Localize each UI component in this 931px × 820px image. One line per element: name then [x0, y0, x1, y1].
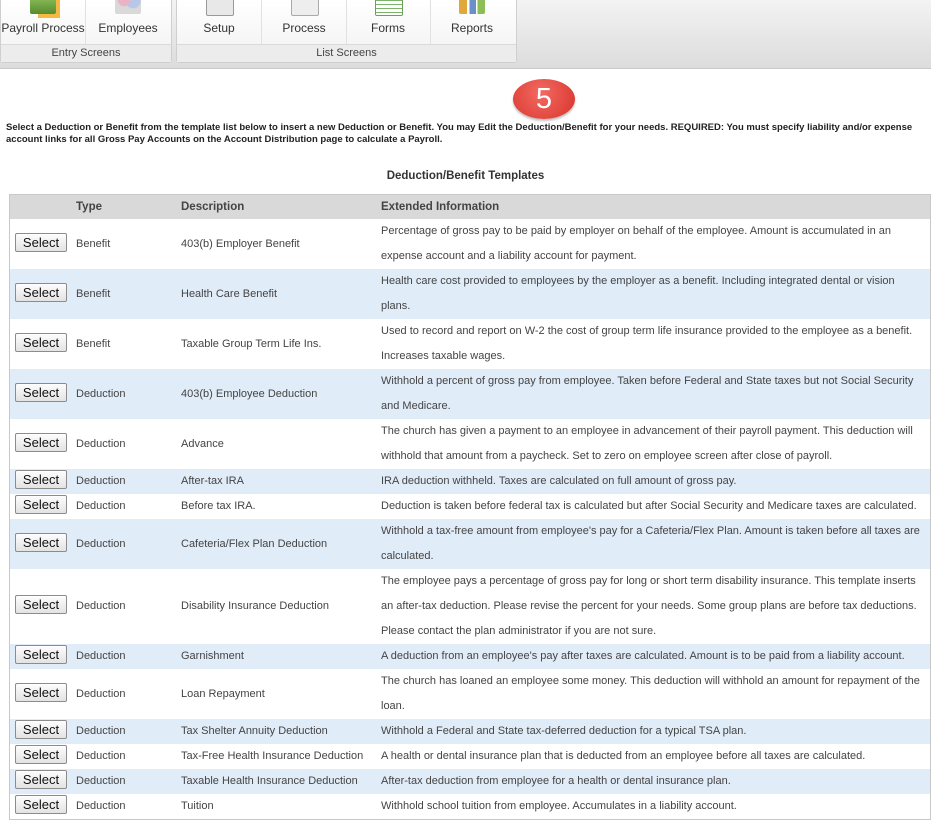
table-row [10, 469, 930, 494]
select-template-button[interactable]: Select [15, 795, 67, 814]
description-cell: Tax-Free Health Insurance Deduction [181, 750, 364, 762]
type-cell: Deduction [76, 475, 126, 487]
select-template-button[interactable]: Select [15, 533, 67, 552]
select-template-button[interactable]: Select [15, 645, 67, 664]
extended-information-cell: The church has given a payment to an employee in advancement of their payroll payment. This deduction will withhold that amount from a paycheck. Set to zero on employee screen after close of payroll. [381, 425, 913, 462]
employees-label: Employees [98, 21, 158, 35]
table-row [10, 719, 930, 744]
entry-screens-label: Entry Screens [1, 44, 171, 62]
description-cell: Taxable Group Term Life Ins. [181, 337, 322, 350]
extended-information-cell: Percentage of gross pay to be paid by employer on behalf of the employee. Amount is accumulated in an expense account and a liability account for payment. [381, 225, 891, 262]
select-template-button[interactable]: Select [15, 283, 67, 302]
type-cell: Deduction [76, 750, 126, 762]
extended-information-cell: IRA deduction withheld. Taxes are calculated on full amount of gross pay. [381, 475, 737, 487]
select-cell [10, 719, 68, 744]
select-template-button[interactable]: Select [15, 745, 67, 764]
table-row [10, 669, 930, 719]
forms-icon [375, 0, 403, 16]
type-cell: Deduction [76, 687, 126, 700]
table-row [10, 319, 930, 369]
description-cell: Disability Insurance Deduction [181, 600, 329, 612]
description-cell: Tuition [181, 800, 214, 812]
extended-information-cell: Used to record and report on W-2 the cost of group term life insurance provided to the employee as a benefit. Increases taxable wages. [381, 325, 913, 362]
select-cell [10, 469, 68, 494]
type-cell: Deduction [76, 387, 126, 400]
description-cell: Advance [181, 437, 224, 450]
extended-information-cell: A health or dental insurance plan that is deducted from an employee before all taxes are calculated. [381, 750, 866, 762]
process-icon [291, 0, 319, 16]
templates-table [9, 194, 931, 820]
list-screens-group [176, 0, 517, 63]
select-cell [10, 644, 68, 669]
forms-button[interactable] [346, 0, 431, 44]
description-cell: After-tax IRA [181, 475, 244, 487]
select-template-button[interactable]: Select [15, 470, 67, 489]
type-cell: Deduction [76, 800, 126, 812]
table-row [10, 794, 930, 819]
table-row [10, 644, 930, 669]
description-cell: 403(b) Employee Deduction [181, 387, 318, 400]
table-header-row [10, 195, 930, 219]
description-cell: 403(b) Employer Benefit [181, 237, 300, 250]
extended-information-cell: Withhold a Federal and State tax-deferred deduction for a typical TSA plan. [381, 725, 747, 737]
extended-information-cell: Health care cost provided to employees by the employer as a benefit. Including integrated dental or vision plans. [381, 275, 895, 312]
column-header-description: Description [173, 195, 373, 219]
entry-screens-group [0, 0, 172, 63]
select-template-button[interactable]: Select [15, 383, 67, 402]
select-template-button[interactable]: Select [15, 495, 67, 514]
column-header-select [10, 195, 68, 219]
select-cell [10, 494, 68, 519]
extended-information-cell: Deduction is taken before federal tax is calculated but after Social Security and Medicare taxes are calculated. [381, 500, 917, 512]
select-template-button[interactable]: Select [15, 333, 67, 352]
list-screens-label: List Screens [177, 44, 516, 62]
instructions-text: Select a Deduction or Benefit from the template list below to insert a new Deduction or Benefit. You may Edit the Deduction/Benefit for your needs. REQUIRED: You must specify liability and/or expense account links for all Gross Pay Accounts on the Account Distribution page to calculate a Payroll. [6, 122, 913, 145]
process-label: Process [282, 21, 326, 35]
extended-information-cell: Withhold a percent of gross pay from employee. Taken before Federal and State taxes but not Social Security and Medicare. [381, 375, 914, 412]
payroll-process-label: Payroll Process [1, 21, 85, 35]
process-button[interactable] [262, 0, 347, 44]
select-template-button[interactable]: Select [15, 683, 67, 702]
employees-icon [115, 0, 141, 14]
extended-information-cell: The employee pays a percentage of gross pay for long or short term disability insurance. This template inserts an after-tax deduction. Please revise the percent for your needs. Some group plans are before tax deductions. Please contact the plan administrator if you are not sure. [381, 575, 917, 637]
payroll-process-button[interactable] [1, 0, 86, 44]
column-header-extended-information: Extended Information [373, 195, 930, 219]
type-cell: Deduction [76, 537, 126, 550]
table-row [10, 769, 930, 794]
select-cell [10, 769, 68, 794]
setup-icon [206, 0, 234, 16]
extended-information-cell: Withhold school tuition from employee. Accumulates in a liability account. [381, 800, 737, 812]
description-cell: Tax Shelter Annuity Deduction [181, 725, 328, 737]
table-row [10, 744, 930, 769]
setup-label: Setup [203, 21, 235, 35]
reports-label: Reports [450, 21, 494, 35]
description-cell: Taxable Health Insurance Deduction [181, 775, 358, 787]
select-template-button[interactable]: Select [15, 433, 67, 452]
select-cell [10, 744, 68, 769]
select-cell [10, 669, 68, 719]
type-cell: Benefit [76, 337, 111, 350]
step-number-badge: 5 [513, 79, 575, 119]
select-cell [10, 569, 68, 644]
type-cell: Benefit [76, 237, 111, 250]
payroll-process-icon [30, 0, 56, 14]
select-cell [10, 319, 68, 369]
setup-button[interactable] [177, 0, 262, 44]
select-template-button[interactable]: Select [15, 720, 67, 739]
extended-information-cell: A deduction from an employee's pay after taxes are calculated. Amount is to be paid from a liability account. [381, 650, 905, 662]
table-row [10, 369, 930, 419]
select-cell [10, 794, 68, 819]
type-cell: Deduction [76, 650, 126, 662]
type-cell: Deduction [76, 725, 126, 737]
forms-label: Forms [371, 21, 405, 35]
table-row [10, 269, 930, 319]
select-template-button[interactable]: Select [15, 233, 67, 252]
type-cell: Deduction [76, 600, 126, 612]
select-template-button[interactable]: Select [15, 770, 67, 789]
description-cell: Cafeteria/Flex Plan Deduction [181, 537, 328, 550]
description-cell: Loan Repayment [181, 687, 265, 700]
table-row [10, 219, 930, 269]
select-template-button[interactable]: Select [15, 595, 67, 614]
select-cell [10, 269, 68, 319]
extended-information-cell: Withhold a tax-free amount from employee's pay for a Cafeteria/Flex Plan. Amount is taken before all taxes are calculated. [381, 525, 920, 562]
table-row [10, 569, 930, 644]
select-cell [10, 369, 68, 419]
select-cell [10, 219, 68, 269]
extended-information-cell: After-tax deduction from employee for a health or dental insurance plan. [381, 775, 731, 787]
extended-information-cell: The church has loaned an employee some money. This deduction will withhold an amount for repayment of the loan. [381, 675, 920, 712]
column-header-type: Type [68, 195, 173, 219]
ribbon-toolbar [0, 0, 931, 69]
employees-button[interactable] [86, 0, 170, 44]
description-cell: Health Care Benefit [181, 287, 277, 300]
table-row [10, 419, 930, 469]
select-cell [10, 419, 68, 469]
select-cell [10, 519, 68, 569]
description-cell: Garnishment [181, 650, 244, 662]
type-cell: Benefit [76, 287, 111, 300]
description-cell: Before tax IRA. [181, 500, 256, 512]
templates-table-title: Deduction/Benefit Templates [386, 170, 545, 182]
table-row [10, 494, 930, 519]
reports-icon [459, 0, 485, 14]
type-cell: Deduction [76, 775, 126, 787]
type-cell: Deduction [76, 500, 126, 512]
type-cell: Deduction [76, 437, 126, 450]
reports-button[interactable] [430, 0, 514, 44]
table-row [10, 519, 930, 569]
